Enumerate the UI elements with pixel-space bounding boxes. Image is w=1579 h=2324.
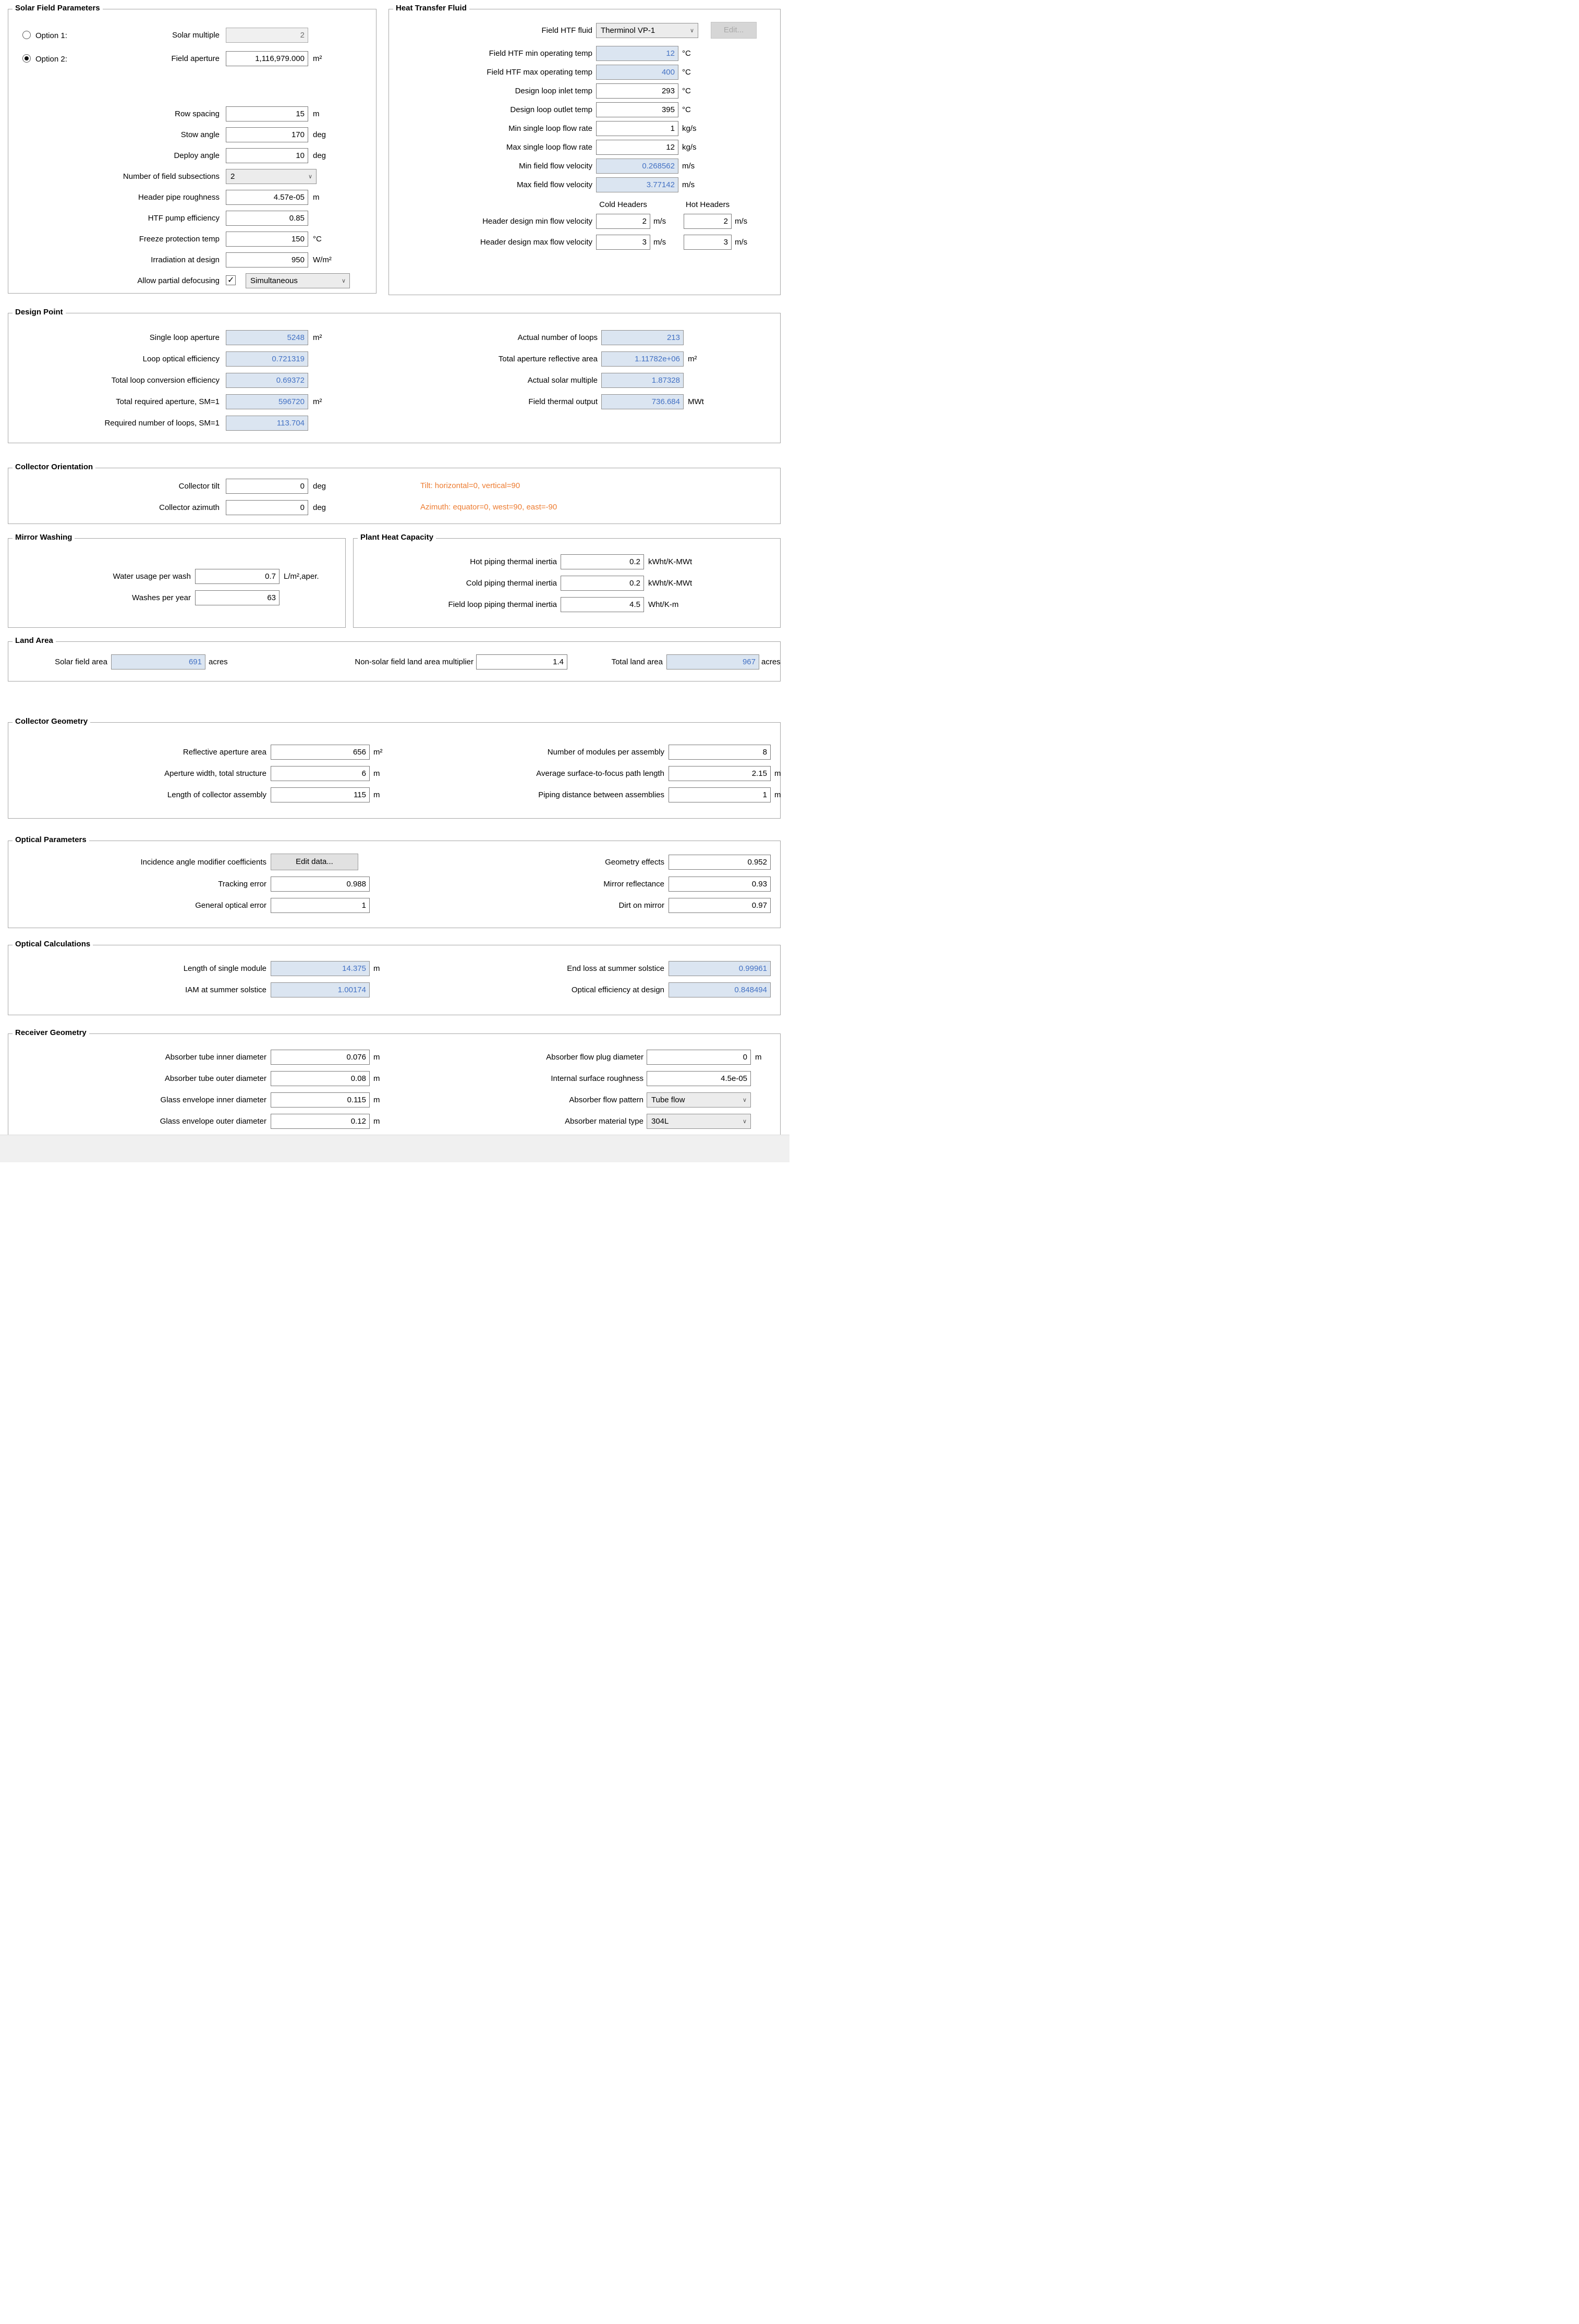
absorber-material-label: Absorber material type — [565, 1117, 643, 1126]
optical-efficiency-design-row — [8, 982, 780, 997]
required-loops-label: Required number of loops, SM=1 — [104, 419, 220, 428]
modules-per-assembly-row — [8, 745, 780, 760]
glass-outer-diameter-input[interactable]: 0.12 — [271, 1114, 370, 1129]
field-loop-inertia-row — [354, 597, 780, 612]
group-title: Heat Transfer Fluid — [393, 4, 469, 13]
deploy-angle-input[interactable]: 10 — [226, 148, 308, 163]
geometry-effects-input[interactable]: 0.952 — [669, 855, 771, 870]
group-title: Design Point — [13, 308, 66, 317]
single-module-length-unit: m — [373, 964, 380, 973]
cold-piping-inertia-label: Cold piping thermal inertia — [466, 579, 557, 588]
chevron-down-icon: ∨ — [742, 1118, 747, 1125]
solar-multiple-label: Solar multiple — [172, 31, 220, 40]
required-loops-row — [8, 416, 780, 431]
field-htf-fluid-label: Field HTF fluid — [541, 26, 592, 35]
absorber-inner-diameter-input[interactable]: 0.076 — [271, 1050, 370, 1065]
hot-piping-inertia-row — [354, 554, 780, 569]
edit-data-button[interactable]: Edit data... — [271, 854, 358, 870]
group-title: Optical Calculations — [13, 940, 93, 948]
group-heat-transfer-fluid — [388, 4, 781, 295]
actual-loops-label: Actual number of loops — [517, 333, 598, 342]
stow-angle-row — [8, 127, 376, 142]
optical-efficiency-design-label: Optical efficiency at design — [571, 985, 664, 994]
geometry-effects-row — [8, 855, 780, 870]
dirt-on-mirror-input[interactable]: 0.97 — [669, 898, 771, 913]
end-loss-label: End loss at summer solstice — [567, 964, 664, 973]
total-loop-conversion-label: Total loop conversion efficiency — [111, 376, 220, 385]
water-usage-row — [8, 569, 345, 584]
land-multiplier-label: Non-solar field land area multiplier — [355, 658, 473, 666]
total-land-area-unit: acres — [761, 658, 781, 666]
field-subsections-value: 2 — [230, 172, 235, 181]
field-subsections-label: Number of field subsections — [123, 172, 220, 181]
header-max-velocity-cold-unit: m/s — [653, 238, 666, 247]
washes-per-year-input[interactable]: 63 — [195, 590, 280, 605]
htf-max-temp-output: 400 — [596, 65, 678, 80]
reflective-aperture-area-label: Reflective aperture area — [183, 748, 266, 757]
htf-pump-efficiency-row — [8, 211, 376, 226]
field-subsections-row — [8, 169, 376, 184]
actual-solar-multiple-row — [8, 373, 780, 388]
internal-roughness-row — [8, 1071, 780, 1086]
actual-loops-output: 213 — [601, 330, 684, 345]
single-loop-aperture-unit: m² — [313, 333, 322, 342]
piping-distance-row — [8, 787, 780, 802]
total-land-area-output: 967 — [666, 654, 759, 670]
total-aperture-area-output: 1.11782e+06 — [601, 351, 684, 367]
collector-azimuth-label: Collector azimuth — [159, 503, 220, 512]
chevron-down-icon: ∨ — [689, 28, 694, 34]
hot-piping-inertia-label: Hot piping thermal inertia — [470, 557, 557, 566]
min-loop-flow-input[interactable]: 1 — [596, 121, 678, 136]
glass-outer-diameter-unit: m — [373, 1117, 380, 1126]
geometry-effects-label: Geometry effects — [605, 858, 664, 867]
stow-angle-label: Stow angle — [180, 130, 220, 139]
piping-distance-label: Piping distance between assemblies — [538, 790, 664, 799]
general-optical-error-input[interactable]: 1 — [271, 898, 370, 913]
mirror-reflectance-input[interactable]: 0.93 — [669, 877, 771, 892]
stow-angle-input[interactable]: 170 — [226, 127, 308, 142]
htf-min-temp-unit: °C — [682, 49, 691, 58]
min-loop-flow-unit: kg/s — [682, 124, 697, 133]
iam-summer-solstice-label: IAM at summer solstice — [185, 985, 266, 994]
solar-multiple-input: 2 — [226, 28, 308, 43]
general-optical-error-label: General optical error — [195, 901, 266, 910]
solar-multiple-row — [8, 28, 376, 43]
piping-distance-unit: m — [774, 790, 781, 799]
absorber-flow-pattern-label: Absorber flow pattern — [569, 1096, 643, 1104]
end-loss-output: 0.99961 — [669, 961, 771, 976]
option2-label: Option 2: — [35, 55, 67, 64]
min-field-velocity-row — [389, 159, 780, 174]
aperture-width-input[interactable]: 6 — [271, 766, 370, 781]
land-area-row — [8, 654, 780, 670]
absorber-inner-diameter-unit: m — [373, 1053, 380, 1062]
htf-min-temp-label: Field HTF min operating temp — [489, 49, 592, 58]
water-usage-label: Water usage per wash — [113, 572, 191, 581]
azimuth-hint-text: Azimuth: equator=0, west=90, east=-90 — [420, 503, 557, 512]
irradiation-at-design-row — [8, 252, 376, 267]
total-required-aperture-unit: m² — [313, 397, 322, 406]
row-spacing-label: Row spacing — [175, 109, 220, 118]
tracking-error-input[interactable]: 0.988 — [271, 877, 370, 892]
header-max-velocity-cold-input[interactable]: 3 — [596, 235, 650, 250]
min-loop-flow-label: Min single loop flow rate — [508, 124, 592, 133]
tracking-error-label: Tracking error — [218, 880, 266, 889]
chevron-down-icon: ∨ — [742, 1097, 747, 1103]
absorber-material-row — [8, 1114, 780, 1129]
loop-inlet-temp-input[interactable]: 293 — [596, 83, 678, 99]
freeze-protection-temp-row — [8, 232, 376, 247]
piping-distance-input[interactable]: 1 — [669, 787, 771, 802]
total-aperture-area-unit: m² — [688, 355, 697, 363]
loop-outlet-temp-row — [389, 102, 780, 117]
absorber-flow-pattern-row — [8, 1092, 780, 1108]
group-design-point — [8, 308, 781, 443]
max-loop-flow-row — [389, 140, 780, 155]
field-loop-inertia-input[interactable]: 4.5 — [561, 597, 644, 612]
field-subsections-dropdown[interactable] — [226, 169, 317, 184]
land-multiplier-input[interactable]: 1.4 — [476, 654, 567, 670]
focus-path-length-label: Average surface-to-focus path length — [536, 769, 664, 778]
field-thermal-output-row — [8, 394, 780, 409]
total-land-area-label: Total land area — [611, 658, 663, 666]
header-max-velocity-hot-unit: m/s — [735, 238, 748, 247]
allow-partial-defocusing-label: Allow partial defocusing — [137, 276, 220, 285]
htf-edit-button[interactable]: Edit... — [711, 22, 757, 39]
reflective-aperture-area-unit: m² — [373, 748, 383, 757]
cold-piping-inertia-input[interactable]: 0.2 — [561, 576, 644, 591]
aperture-width-label: Aperture width, total structure — [164, 769, 266, 778]
collector-azimuth-unit: deg — [313, 503, 326, 512]
header-pipe-roughness-label: Header pipe roughness — [138, 193, 220, 202]
row-spacing-unit: m — [313, 109, 320, 118]
glass-inner-diameter-input[interactable]: 0.115 — [271, 1092, 370, 1108]
optical-efficiency-design-output: 0.848494 — [669, 982, 771, 997]
hot-piping-inertia-input[interactable]: 0.2 — [561, 554, 644, 569]
collector-assembly-length-label: Length of collector assembly — [167, 790, 266, 799]
flow-plug-diameter-input[interactable]: 0 — [647, 1050, 751, 1065]
flow-plug-diameter-label: Absorber flow plug diameter — [546, 1053, 643, 1062]
header-min-velocity-cold-input[interactable]: 2 — [596, 214, 650, 229]
group-title: Collector Geometry — [13, 717, 90, 726]
max-field-velocity-row — [389, 177, 780, 192]
htf-max-temp-unit: °C — [682, 68, 691, 77]
reflective-aperture-area-input[interactable]: 656 — [271, 745, 370, 760]
field-loop-inertia-label: Field loop piping thermal inertia — [448, 600, 557, 609]
tilt-hint-text: Tilt: horizontal=0, vertical=90 — [420, 481, 520, 490]
htf-min-temp-row — [389, 46, 780, 61]
header-pipe-roughness-unit: m — [313, 193, 320, 202]
field-htf-fluid-dropdown[interactable] — [596, 23, 698, 38]
washes-per-year-label: Washes per year — [132, 593, 191, 602]
collector-tilt-row — [8, 479, 780, 494]
total-required-aperture-label: Total required aperture, SM=1 — [116, 397, 220, 406]
cold-piping-inertia-row — [354, 576, 780, 591]
group-optical-calculations — [8, 940, 781, 1015]
mirror-reflectance-row — [8, 877, 780, 892]
collector-tilt-label: Collector tilt — [178, 482, 220, 491]
htf-pump-efficiency-input[interactable]: 0.85 — [226, 211, 308, 226]
aperture-width-unit: m — [373, 769, 380, 778]
absorber-inner-diameter-label: Absorber tube inner diameter — [165, 1053, 266, 1062]
actual-solar-multiple-output: 1.87328 — [601, 373, 684, 388]
htf-max-temp-label: Field HTF max operating temp — [487, 68, 592, 77]
single-module-length-label: Length of single module — [183, 964, 266, 973]
row-spacing-row — [8, 106, 376, 121]
collector-tilt-input[interactable]: 0 — [226, 479, 308, 494]
group-title: Optical Parameters — [13, 835, 89, 844]
flow-plug-diameter-unit: m — [755, 1053, 762, 1062]
dirt-on-mirror-row — [8, 898, 780, 913]
modules-per-assembly-input[interactable]: 8 — [669, 745, 771, 760]
group-optical-parameters — [8, 835, 781, 928]
water-usage-unit: L/m²,aper. — [284, 572, 319, 581]
group-mirror-washing — [8, 533, 346, 628]
deploy-angle-row — [8, 148, 376, 163]
irradiation-at-design-unit: W/m² — [313, 255, 332, 264]
header-max-velocity-row — [389, 235, 780, 250]
internal-roughness-label: Internal surface roughness — [551, 1074, 643, 1083]
single-loop-aperture-output: 5248 — [226, 330, 308, 345]
min-field-velocity-unit: m/s — [682, 162, 695, 171]
end-loss-row — [8, 961, 780, 976]
flow-plug-diameter-row — [8, 1050, 780, 1065]
allow-partial-defocusing-checkbox[interactable] — [226, 275, 236, 285]
max-field-velocity-label: Max field flow velocity — [516, 180, 592, 189]
glass-outer-diameter-label: Glass envelope outer diameter — [160, 1117, 266, 1126]
field-aperture-input[interactable]: 1,116,979.000 — [226, 51, 308, 66]
loop-inlet-temp-row — [389, 83, 780, 99]
irradiation-at-design-label: Irradiation at design — [151, 255, 220, 264]
focus-path-length-input[interactable]: 2.15 — [669, 766, 771, 781]
header-min-velocity-cold-unit: m/s — [653, 217, 666, 226]
absorber-flow-pattern-value: Tube flow — [651, 1096, 685, 1104]
header-min-velocity-hot-unit: m/s — [735, 217, 748, 226]
group-land-area — [8, 636, 781, 682]
group-title: Mirror Washing — [13, 533, 75, 542]
actual-loops-row — [8, 330, 780, 345]
max-field-velocity-unit: m/s — [682, 180, 695, 189]
absorber-flow-pattern-dropdown[interactable] — [647, 1092, 751, 1108]
allow-partial-defocusing-row — [8, 273, 376, 288]
loop-outlet-temp-unit: °C — [682, 105, 691, 114]
collector-azimuth-input[interactable]: 0 — [226, 500, 308, 515]
chevron-down-icon: ∨ — [308, 174, 312, 180]
focus-path-length-row — [8, 766, 780, 781]
loop-optical-efficiency-output: 0.721319 — [226, 351, 308, 367]
option1-label: Option 1: — [35, 31, 67, 40]
freeze-protection-temp-input[interactable]: 150 — [226, 232, 308, 247]
field-aperture-unit: m² — [313, 54, 322, 63]
loop-optical-efficiency-label: Loop optical efficiency — [142, 355, 220, 363]
header-max-velocity-label: Header design max flow velocity — [480, 238, 592, 247]
row-spacing-input[interactable]: 15 — [226, 106, 308, 121]
total-required-aperture-output: 596720 — [226, 394, 308, 409]
field-loop-inertia-unit: Wht/K-m — [648, 600, 679, 609]
internal-roughness-input[interactable]: 4.5e-05 — [647, 1071, 751, 1086]
deploy-angle-unit: deg — [313, 151, 326, 160]
actual-solar-multiple-label: Actual solar multiple — [527, 376, 598, 385]
max-loop-flow-input[interactable]: 12 — [596, 140, 678, 155]
absorber-material-dropdown[interactable] — [647, 1114, 751, 1129]
glass-inner-diameter-label: Glass envelope inner diameter — [160, 1096, 266, 1104]
mirror-reflectance-label: Mirror reflectance — [603, 880, 664, 889]
max-field-velocity-output: 3.77142 — [596, 177, 678, 192]
solar-field-page — [0, 0, 790, 1162]
dirt-on-mirror-label: Dirt on mirror — [618, 901, 664, 910]
cold-headers-label: Cold Headers — [599, 200, 647, 209]
absorber-material-value: 304L — [651, 1117, 669, 1126]
solar-field-area-unit: acres — [209, 658, 228, 666]
collector-azimuth-row — [8, 500, 780, 515]
collector-tilt-unit: deg — [313, 482, 326, 491]
field-htf-fluid-row — [389, 23, 780, 38]
cold-piping-inertia-unit: kWht/K-MWt — [648, 579, 693, 588]
solar-field-area-output: 691 — [111, 654, 205, 670]
defocusing-mode-value: Simultaneous — [250, 276, 298, 285]
group-title: Plant Heat Capacity — [358, 533, 436, 542]
stow-angle-unit: deg — [313, 130, 326, 139]
total-aperture-area-label: Total aperture reflective area — [498, 355, 598, 363]
total-loop-conversion-output: 0.69372 — [226, 373, 308, 388]
group-collector-orientation — [8, 463, 781, 524]
defocusing-mode-dropdown[interactable] — [246, 273, 350, 288]
header-pipe-roughness-input[interactable]: 4.57e-05 — [226, 190, 308, 205]
group-title: Receiver Geometry — [13, 1028, 89, 1037]
iam-coefficients-label: Incidence angle modifier coefficients — [140, 858, 266, 867]
required-loops-output: 113.704 — [226, 416, 308, 431]
collector-assembly-length-input[interactable]: 115 — [271, 787, 370, 802]
solar-field-area-label: Solar field area — [55, 658, 107, 666]
collector-assembly-length-unit: m — [373, 790, 380, 799]
water-usage-input[interactable]: 0.7 — [195, 569, 280, 584]
loop-inlet-temp-unit: °C — [682, 87, 691, 95]
absorber-outer-diameter-input[interactable]: 0.08 — [271, 1071, 370, 1086]
header-min-velocity-hot-input[interactable]: 2 — [684, 214, 732, 229]
modules-per-assembly-label: Number of modules per assembly — [547, 748, 664, 757]
field-htf-fluid-value: Therminol VP-1 — [601, 26, 655, 35]
field-aperture-row — [8, 51, 376, 66]
group-solar-field-parameters — [8, 4, 376, 294]
loop-outlet-temp-input[interactable]: 395 — [596, 102, 678, 117]
max-loop-flow-label: Max single loop flow rate — [506, 143, 592, 152]
min-loop-flow-row — [389, 121, 780, 136]
header-min-velocity-label: Header design min flow velocity — [482, 217, 592, 226]
group-plant-heat-capacity — [353, 533, 781, 628]
htf-max-temp-row — [389, 65, 780, 80]
group-title: Solar Field Parameters — [13, 4, 103, 13]
hot-headers-label: Hot Headers — [685, 200, 730, 209]
field-aperture-label: Field aperture — [171, 54, 220, 63]
total-aperture-area-row — [8, 351, 780, 367]
loop-outlet-temp-label: Design loop outlet temp — [510, 105, 592, 114]
htf-min-temp-output: 12 — [596, 46, 678, 61]
single-loop-aperture-label: Single loop aperture — [149, 333, 220, 342]
focus-path-length-unit: m — [774, 769, 781, 778]
header-max-velocity-hot-input[interactable]: 3 — [684, 235, 732, 250]
hot-piping-inertia-unit: kWht/K-MWt — [648, 557, 693, 566]
iam-summer-solstice-output: 1.00174 — [271, 982, 370, 997]
group-collector-geometry — [8, 717, 781, 819]
freeze-protection-temp-unit: °C — [313, 235, 322, 244]
header-min-velocity-row — [389, 214, 780, 229]
freeze-protection-temp-label: Freeze protection temp — [139, 235, 220, 244]
footer-strip — [0, 1135, 790, 1162]
group-title: Collector Orientation — [13, 463, 95, 471]
absorber-outer-diameter-label: Absorber tube outer diameter — [164, 1074, 266, 1083]
htf-pump-efficiency-label: HTF pump efficiency — [148, 214, 220, 223]
min-field-velocity-output: 0.268562 — [596, 159, 678, 174]
header-pipe-roughness-row — [8, 190, 376, 205]
single-module-length-output: 14.375 — [271, 961, 370, 976]
loop-inlet-temp-label: Design loop inlet temp — [515, 87, 592, 95]
min-field-velocity-label: Min field flow velocity — [519, 162, 592, 171]
field-thermal-output-output: 736.684 — [601, 394, 684, 409]
group-title: Land Area — [13, 636, 56, 645]
chevron-down-icon: ∨ — [341, 278, 346, 284]
field-thermal-output-unit: MWt — [688, 397, 704, 406]
max-loop-flow-unit: kg/s — [682, 143, 697, 152]
irradiation-at-design-input[interactable]: 950 — [226, 252, 308, 267]
absorber-outer-diameter-unit: m — [373, 1074, 380, 1083]
glass-inner-diameter-unit: m — [373, 1096, 380, 1104]
deploy-angle-label: Deploy angle — [174, 151, 220, 160]
field-thermal-output-label: Field thermal output — [528, 397, 598, 406]
washes-per-year-row — [8, 590, 345, 605]
